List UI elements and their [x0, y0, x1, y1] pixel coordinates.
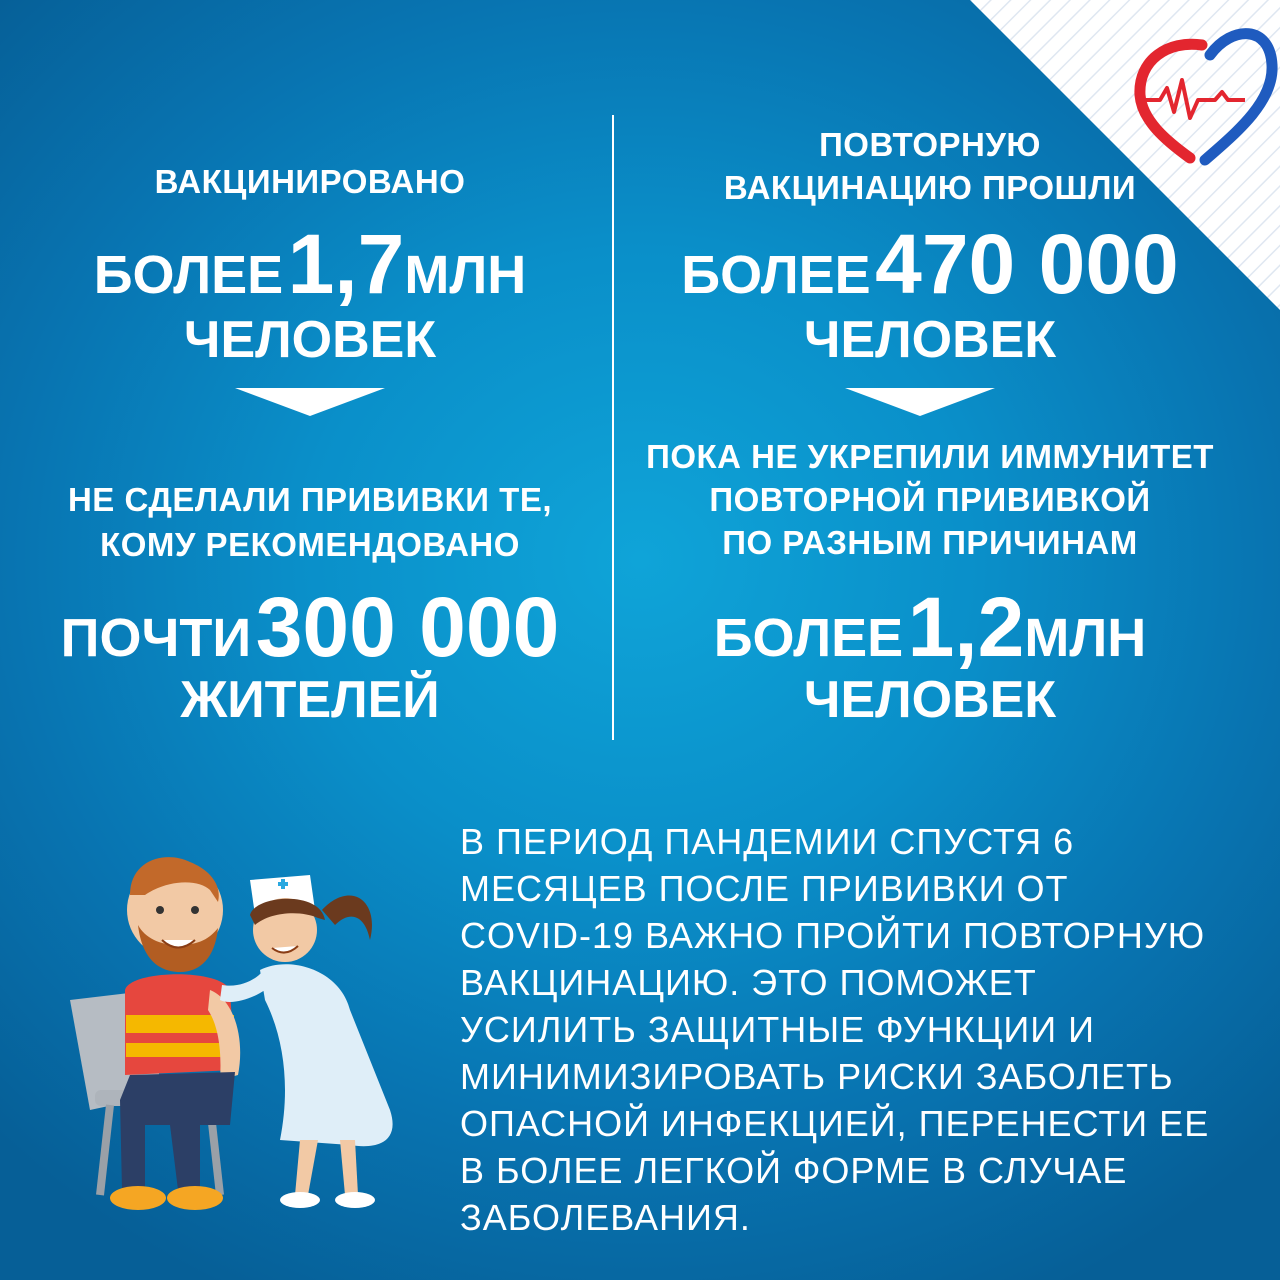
down-arrow-icon: [235, 388, 385, 418]
not-vaccinated-label-2: КОМУ РЕКОМЕНДОВАНО: [100, 526, 520, 563]
info-line: В БОЛЕЕ ЛЕГКОЙ ФОРМЕ В СЛУЧАЕ: [460, 1150, 1128, 1191]
not-boosted-label-3: ПО РАЗНЫМ ПРИЧИНАМ: [722, 524, 1138, 561]
revaccinated-people: ЧЕЛОВЕК: [803, 311, 1057, 369]
vaccinated-figure: [20, 217, 600, 311]
revaccinated-prefix: БОЛЕЕ: [681, 245, 871, 305]
info-paragraph: [460, 818, 1260, 1241]
not-vaccinated-prefix: ПОЧТИ: [60, 608, 252, 668]
info-line: МИНИМИЗИРОВАТЬ РИСКИ ЗАБОЛЕТЬ: [460, 1056, 1174, 1097]
info-line: МЕСЯЦЕВ ПОСЛЕ ПРИВИВКИ ОТ: [460, 868, 1069, 909]
revaccinated-label-1: ПОВТОРНУЮ: [819, 126, 1041, 163]
vaccination-illustration: [50, 840, 450, 1220]
info-line: УСИЛИТЬ ЗАЩИТНЫЕ ФУНКЦИИ И: [460, 1009, 1095, 1050]
info-line: ЗАБОЛЕВАНИЯ.: [460, 1197, 751, 1238]
not-boosted-label-1: ПОКА НЕ УКРЕПИЛИ ИММУНИТЕТ: [646, 438, 1214, 475]
vaccinated-unit: МЛН: [404, 245, 527, 305]
vaccinated-number: 1,7: [287, 217, 405, 311]
man: [110, 857, 240, 1210]
not-vaccinated-residents: ЖИТЕЛЕЙ: [180, 671, 440, 729]
not-vaccinated-figure: [20, 580, 600, 674]
info-line: ОПАСНОЙ ИНФЕКЦИЕЙ, ПЕРЕНЕСТИ ЕЕ: [460, 1103, 1210, 1144]
column-divider: [612, 115, 614, 740]
revaccinated-figure: [630, 217, 1230, 311]
not-boosted-unit: МЛН: [1024, 608, 1147, 668]
revaccinated-label-2: ВАКЦИНАЦИЮ ПРОШЛИ: [723, 169, 1137, 206]
not-boosted-prefix: БОЛЕЕ: [713, 608, 904, 668]
not-vaccinated-label-1: НЕ СДЕЛАЛИ ПРИВИВКИ ТЕ,: [67, 481, 553, 518]
nurse: [220, 875, 393, 1208]
not-vaccinated-number: 300 000: [255, 580, 560, 674]
not-boosted-people: ЧЕЛОВЕК: [803, 671, 1057, 729]
info-line: В ПЕРИОД ПАНДЕМИИ СПУСТЯ 6: [460, 821, 1075, 862]
vaccinated-label: ВАКЦИНИРОВАНО: [154, 163, 466, 200]
info-line: COVID-19 ВАЖНО ПРОЙТИ ПОВТОРНУЮ: [460, 915, 1206, 956]
not-boosted-figure: [630, 580, 1230, 674]
vaccinated-prefix: БОЛЕЕ: [93, 245, 284, 305]
not-boosted-label-2: ПОВТОРНОЙ ПРИВИВКОЙ: [709, 481, 1151, 518]
revaccinated-number: 470 000: [875, 217, 1179, 311]
down-arrow-icon: [845, 388, 995, 418]
vaccinated-people: ЧЕЛОВЕК: [183, 311, 437, 369]
info-line: ВАКЦИНАЦИЮ. ЭТО ПОМОЖЕТ: [460, 962, 1037, 1003]
not-boosted-number: 1,2: [907, 580, 1025, 674]
